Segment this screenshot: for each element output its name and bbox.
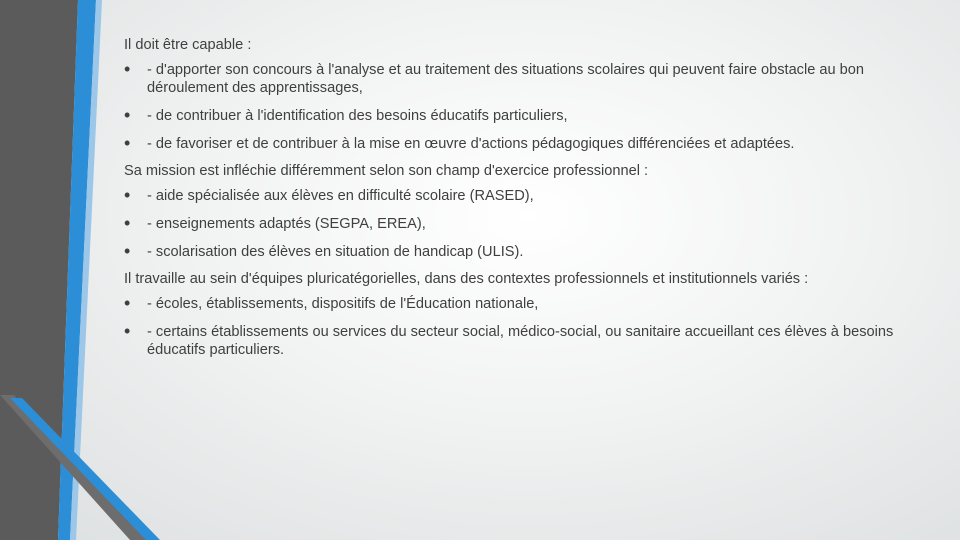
abilities-list — [124, 61, 894, 153]
bullet-icon: • — [124, 293, 131, 313]
list-item: • - de contribuer à l'identification des besoins éducatifs particuliers, — [124, 105, 568, 125]
section-heading-teams: Il travaille au sein d'équipes pluricatégorielles, dans des contextes professionnels et institutionnels variés : — [124, 271, 809, 287]
list-item: • - écoles, établissements, dispositifs de l'Éducation nationale, — [124, 293, 539, 313]
mission-list — [124, 187, 894, 261]
section-heading-mission: Sa mission est infléchie différemment selon son champ d'exercice professionnel : — [124, 163, 649, 179]
section-heading-abilities: Il doit être capable : — [124, 37, 252, 53]
bullet-icon: • — [124, 133, 131, 153]
list-item: • - d'apporter son concours à l'analyse et au traitement des situations scolaires qui peuvent faire obstacle au bon déroulement des apprentissages, — [124, 59, 865, 96]
list-item: • - scolarisation des élèves en situation de handicap (ULIS). — [124, 241, 524, 261]
list-item: • - aide spécialisée aux élèves en difficulté scolaire (RASED), — [124, 185, 534, 205]
teams-list — [124, 295, 894, 359]
bullet-icon: • — [124, 185, 131, 205]
bullet-icon: • — [124, 105, 131, 125]
list-item: • - enseignements adaptés (SEGPA, EREA), — [124, 213, 426, 233]
list-item: • - certains établissements ou services du secteur social, médico-social, ou sanitaire accueillant ces élèves à besoins éducatifs particuliers. — [124, 321, 894, 358]
slide-body — [124, 36, 894, 368]
bullet-icon: • — [124, 321, 131, 341]
list-item: • - de favoriser et de contribuer à la mise en œuvre d'actions pédagogiques différenciées et adaptées. — [124, 133, 795, 153]
bullet-icon: • — [124, 213, 131, 233]
bullet-icon: • — [124, 59, 131, 79]
bullet-icon: • — [124, 241, 131, 261]
